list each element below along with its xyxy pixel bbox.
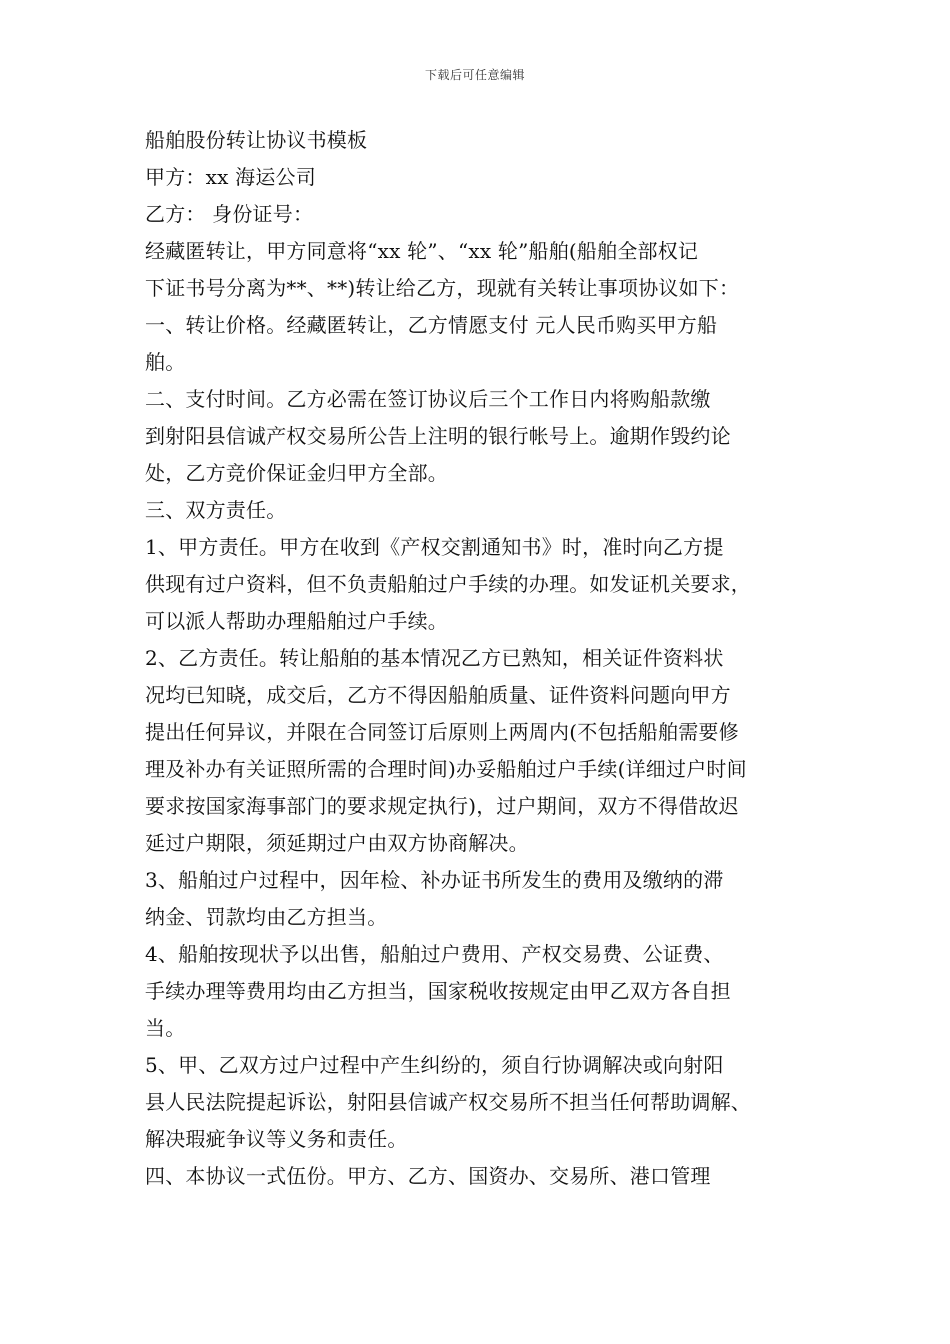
intro-line: 经藏匿转让，甲方同意将“xx 轮”、“xx 轮”船舶(船舶全部权记 bbox=[145, 239, 699, 263]
clause-3-3-line: 3、船舶过户过程中，因年检、补办证书所发生的费用及缴纳的滞 bbox=[145, 868, 724, 892]
clause-3-2-line: 理及补办有关证照所需的合理时间)办妥船舶过户手续(详细过户时间 bbox=[145, 757, 747, 781]
clause-3-4-line: 当。 bbox=[145, 1016, 186, 1040]
clause-3-2-line: 况均已知晓，成交后，乙方不得因船舶质量、证件资料问题向甲方 bbox=[145, 683, 731, 707]
clause-3-heading: 三、双方责任。 bbox=[145, 498, 287, 522]
document-body bbox=[145, 122, 815, 1195]
clause-3-4-line: 4、船舶按现状予以出售，船舶过户费用、产权交易费、公证费、 bbox=[145, 942, 724, 966]
clause-3-5-line: 县人民法院提起诉讼，射阳县信诚产权交易所不担当任何帮助调解、 bbox=[145, 1090, 751, 1114]
clause-3-1-line: 可以派人帮助办理船舶过户手续。 bbox=[145, 609, 448, 633]
clause-3-2-line: 提出任何异议，并限在合同签订后原则上两周内(不包括船舶需要修 bbox=[145, 720, 739, 744]
clause-2-line: 到射阳县信诚产权交易所公告上注明的银行帐号上。逾期作毁约论 bbox=[145, 424, 731, 448]
clause-3-3-line: 纳金、罚款均由乙方担当。 bbox=[145, 905, 388, 929]
clause-3-4-line: 手续办理等费用均由乙方担当，国家税收按规定由甲乙双方各自担 bbox=[145, 979, 731, 1003]
clause-1-line: 一、转让价格。经藏匿转让，乙方情愿支付 元人民币购买甲方船 bbox=[145, 313, 718, 337]
clause-3-2-line: 2、乙方责任。转让船舶的基本情况乙方已熟知，相关证件资料状 bbox=[145, 646, 724, 670]
header-note: 下载后可任意编辑 bbox=[424, 68, 525, 82]
clause-2-line: 二、支付时间。乙方必需在签订协议后三个工作日内将购船款缴 bbox=[145, 387, 711, 411]
party-a-line: 甲方：xx 海运公司 bbox=[145, 165, 316, 189]
clause-2-line: 处，乙方竞价保证金归甲方全部。 bbox=[145, 461, 448, 485]
doc-title: 船舶股份转让协议书模板 bbox=[145, 128, 368, 152]
clause-3-2-line: 要求按国家海事部门的要求规定执行)，过户期间，双方不得借故迟 bbox=[145, 794, 739, 818]
clause-3-1-line: 1、甲方责任。甲方在收到《产权交割通知书》时，准时向乙方提 bbox=[145, 535, 724, 559]
clause-3-5-line: 解决瑕疵争议等义务和责任。 bbox=[145, 1127, 408, 1151]
clause-1-line: 舶。 bbox=[145, 350, 186, 374]
clause-3-5-line: 5、甲、乙双方过户过程中产生纠纷的，须自行协调解决或向射阳 bbox=[145, 1053, 724, 1077]
clause-4-line: 四、本协议一式伍份。甲方、乙方、国资办、交易所、港口管理 bbox=[145, 1164, 711, 1188]
intro-line: 下证书号分离为**、**)转让给乙方，现就有关转让事项协议如下： bbox=[145, 276, 740, 300]
party-b-line: 乙方： 身份证号： bbox=[145, 202, 314, 226]
clause-3-2-line: 延过户期限，须延期过户由双方协商解决。 bbox=[145, 831, 529, 855]
clause-3-1-line: 供现有过户资料，但不负责船舶过户手续的办理。如发证机关要求， bbox=[145, 572, 751, 596]
